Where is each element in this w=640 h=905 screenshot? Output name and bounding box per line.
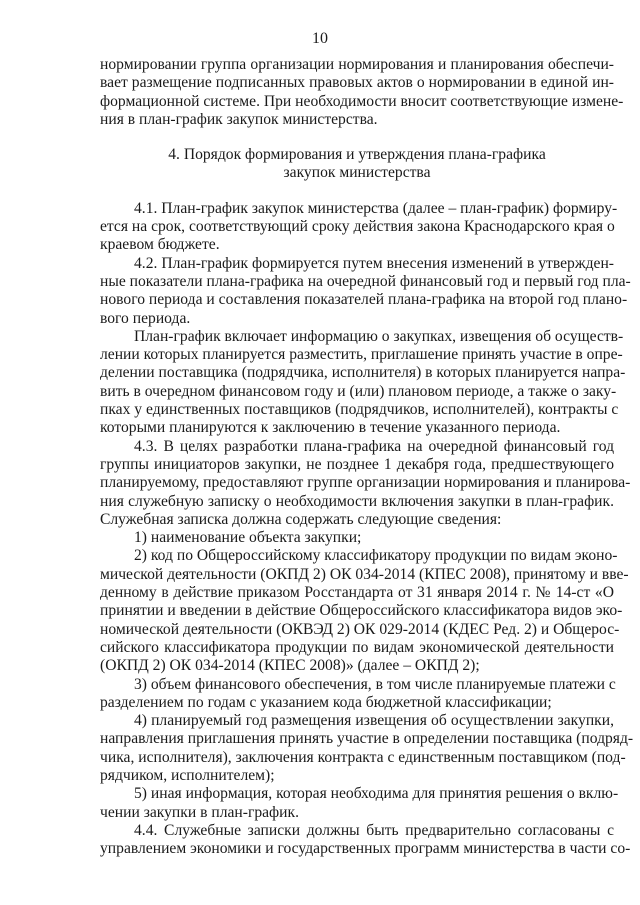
text-line: чика, исполнителя), заключения контракта с единственным поставщиком (под- <box>100 748 626 766</box>
text-line: вает размещение подписанных правовых актов о нормировании в единой ин- <box>100 74 614 92</box>
page-number: 10 <box>312 30 328 47</box>
text-line: краевом бюджете. <box>100 236 220 254</box>
text-line: принятии и введении в действие Общероссийского классификатора видов эко- <box>100 602 623 620</box>
text-line: сийского классификатора продукции по видам экономической деятельности <box>100 638 614 656</box>
paragraph-4-1 <box>100 199 618 255</box>
text-line: мической деятельности (ОКПД 2) ОК 034-2014 (КПЕС 2008), принятому и вве- <box>100 565 629 583</box>
paragraph-4-2 <box>100 254 631 328</box>
text-line: нормировании группа организации нормирования и планирования обеспечи- <box>100 56 614 73</box>
text-line: 5) иная информация, которая необходима для принятия решения о вклю- <box>134 785 619 803</box>
text-line: 4.3. В целях разработки плана-графика на очередной финансовый год <box>134 437 614 455</box>
list-item-4 <box>100 712 634 785</box>
heading-line: 4. Порядок формирования и утверждения плана-графика <box>168 146 546 164</box>
text-line: Служебная записка должна содержать следующие сведения: <box>100 510 502 528</box>
text-line: ния в план-график закупок министерства. <box>100 110 378 128</box>
paragraph-4-3 <box>100 437 631 529</box>
section-heading <box>100 146 614 183</box>
list-item-5 <box>100 785 619 822</box>
text-line: управлением экономики и государственных программ министерства в части со- <box>100 840 631 858</box>
text-line: ные показатели плана-графика на очередной финансовый год и первый год пла- <box>100 272 631 290</box>
text-line: планируемому, предоставляют группе организации нормирования и планирова- <box>100 474 631 492</box>
text-line: 3) объем финансового обеспечения, в том числе планируемые платежи с <box>134 675 616 693</box>
text-line: ния служебную записку о необходимости включения закупки в план-график. <box>100 492 614 510</box>
paragraph-4-4 <box>100 821 631 859</box>
text-line: (ОКПД 2) ОК 034-2014 (КПЕС 2008)» (далее – ОКПД 2); <box>100 657 480 675</box>
text-line: 4.1. План-график закупок министерства (далее – план-график) формиру- <box>134 199 618 217</box>
text-line: вить в очередном финансовом году и (или) плановом периоде, а также о заку- <box>100 382 617 400</box>
text-line: пках у единственных поставщиков (подрядчиков, исполнителей), контракты с <box>100 401 619 419</box>
intro-paragraph <box>100 56 624 129</box>
text-line: формационной системе. При необходимости вносит соответствующие измене- <box>100 92 624 110</box>
list-item-2 <box>100 547 629 675</box>
text-line: разделением по годам с указанием кода бюджетной классификации; <box>100 693 552 711</box>
text-line: 4.4. Служебные записки должны быть предварительно согласованы с <box>134 821 614 839</box>
paragraph-plan-contents <box>100 327 626 438</box>
text-line: номической деятельности (ОКВЭД 2) ОК 029-2014 (КДЕС Ред. 2) и Общерос- <box>100 620 620 638</box>
text-line: План-график включает информацию о закупках, извещения об осуществ- <box>134 327 624 345</box>
text-line: лении которых планируется разместить, приглашение принять участие в опре- <box>100 346 623 364</box>
text-line: делении поставщика (подрядчика, исполнителя) в которых планируется напра- <box>100 364 626 382</box>
text-line: денному в действие приказом Росстандарта от 31 января 2014 г. № 14-ст «О <box>100 584 614 602</box>
heading-line: закупок министерства <box>283 164 431 182</box>
list-item-3 <box>100 676 614 713</box>
text-line: которыми планируются к заключению в течение указанного периода. <box>100 419 561 437</box>
text-line: 1) наименование объекта закупки; <box>134 529 362 547</box>
text-line: чении закупки в план-график. <box>100 803 299 821</box>
text-line: 2) код по Общероссийскому классификатору продукции по видам эконо- <box>134 547 618 565</box>
text-line: нового периода и составления показателей плана-графика на второй год плано- <box>100 291 628 309</box>
text-line: вого периода. <box>100 309 191 327</box>
list-item-1 <box>100 529 614 547</box>
text-line: направления приглашения принять участие в определении поставщика (подряд- <box>100 730 634 748</box>
text-line: группы инициаторов закупки, не позднее 1 декабря года, предшествующего <box>100 455 614 473</box>
text-line: 4.2. План-график формируется путем внесения изменений в утвержден- <box>134 254 614 272</box>
text-line: рядчиком, исполнителем); <box>100 766 275 784</box>
document-body <box>100 56 634 858</box>
text-line: 4) планируемый год размещения извещения об осуществлении закупки, <box>134 712 614 730</box>
text-line: ется на срок, соответствующий сроку действия закона Краснодарского края о <box>100 218 615 236</box>
